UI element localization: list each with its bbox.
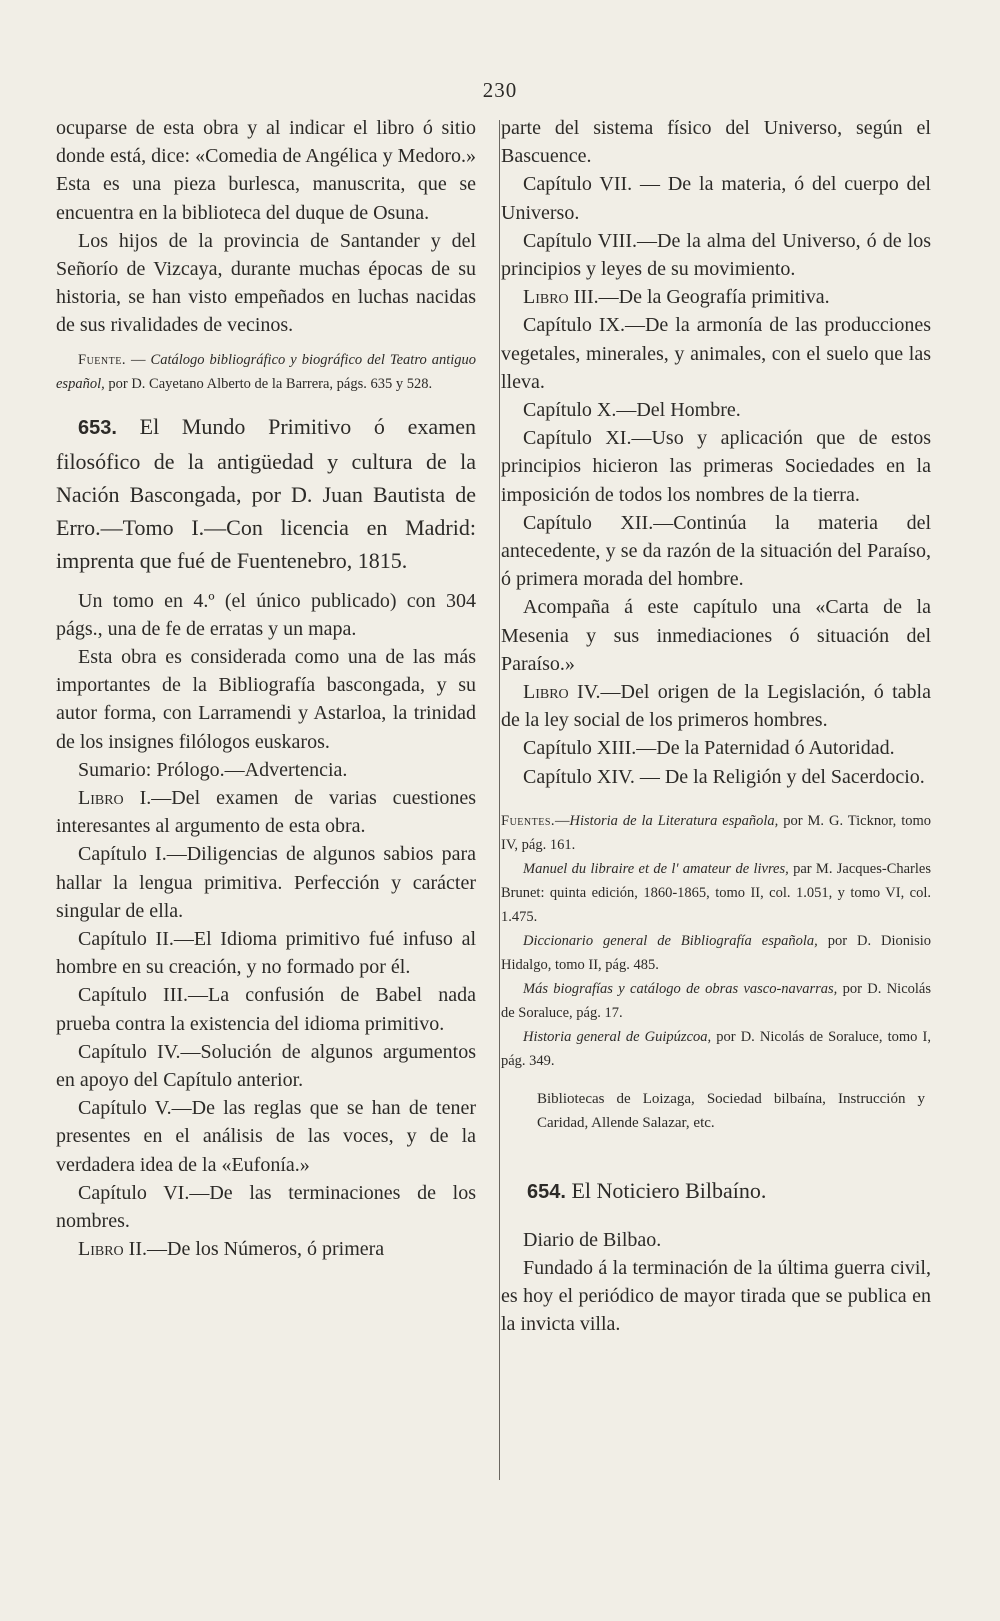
paragraph-carta: Acompaña á este capítulo una «Carta de la Mesenia y sus inmediaciones ó situación del Paraíso.»: [501, 596, 931, 675]
page-number: 230: [482, 78, 518, 102]
paragraph-continuation: ocuparse de esta obra y al indicar el libro ó sitio donde está, dice: «Comedia de Angélica y Medoro.» Esta es una pieza burlesca, manuscrita, que se encuentra en la biblioteca del duque de Osuna.: [56, 117, 476, 224]
entry-654-title: El Noticiero Bilbaíno.: [571, 1177, 767, 1203]
capitulo-10: Capítulo X.—Del Hombre.: [523, 399, 741, 422]
libro-3-text: —De la Geografía primitiva.: [598, 286, 830, 309]
capitulo-2: Capítulo II.—El Idioma primitivo fué infuso al hombre en su creación, y no formado por él.: [56, 928, 476, 979]
source-details: por D. Cayetano Alberto de la Barrera, págs. 635 y 528.: [108, 375, 433, 392]
libro-1-label: Libro I.: [78, 787, 152, 810]
left-column: [56, 114, 476, 1264]
sources-note-5: [501, 1025, 931, 1073]
column-divider: [499, 120, 500, 1480]
libro-4-label: Libro IV.: [523, 681, 601, 704]
paragraph-diario: Diario de Bilbao.: [523, 1228, 662, 1251]
entry-653-title: El Mundo Primitivo ó examen filosófico de la antigüedad y cultura de la Nación Bascongada, por D. Juan Bautista de Erro.—Tomo I.—Con licencia en Madrid: imprenta que fué de Fuentenebro, 1815.: [56, 413, 476, 573]
source-5-title: Historia general de Guipúzcoa,: [523, 1028, 712, 1045]
paragraph-importance: Esta obra es considerada como una de las más importantes de la Bibliografía bascongada, y su autor forma, con Larramendi y Astarloa, la trinidad de los insignes filólogos euskaros.: [56, 646, 476, 753]
source-1-title: Historia de la Literatura española,: [569, 812, 779, 829]
sources-note-3: [501, 929, 931, 977]
libro-1: [56, 784, 476, 840]
source-5-details: por D. Nicolás de Soraluce, tomo I, pág. 349.: [501, 1028, 931, 1069]
libro-2-text: —De los Números, ó primera: [147, 1238, 385, 1261]
entry-653-heading: [56, 410, 476, 577]
source-3-title: Diccionario general de Bibliografía española,: [523, 932, 818, 949]
source-4-title: Más biografías y catálogo de obras vasco-navarras,: [523, 980, 838, 997]
source-2-details: par M. Jacques-Charles Brunet: quinta edición, 1860-1865, tomo II, col. 1.051, y tomo VI, col. 1.475.: [501, 860, 931, 925]
libro-4: [501, 678, 931, 734]
capitulo-11: Capítulo XI.—Uso y aplicación que de estos principios hicieron las primeras Sociedades en la imposición de todos los nombres de la tierra.: [501, 427, 931, 506]
capitulo-5: Capítulo V.—De las reglas que se han de tener presentes en el análisis de las voces, y de la verdadera idea de la «Eufonía.»: [56, 1097, 476, 1176]
sources-note-2: [501, 857, 931, 929]
entry-654-number: 654.: [527, 1180, 566, 1203]
capitulo-8: Capítulo VIII.—De la alma del Universo, ó de los principios y leyes de su movimiento.: [501, 229, 931, 281]
capitulo-1: Capítulo I.—Diligencias de algunos sabios para hallar la lengua primitiva. Perfección y carácter singular de ella.: [56, 843, 476, 922]
source-4-details: por D. Nicolás de Soraluce, pág. 17.: [501, 980, 931, 1021]
paragraph-santander: Los hijos de la provincia de Santander y del Señorío de Vizcaya, durante muchas épocas de su historia, se han visto empeñados en luchas nacidas de sus rivalidades de vecinos.: [56, 229, 476, 337]
libraries-note: Bibliotecas de Loizaga, Sociedad bilbaína, Instrucción y Caridad, Allende Salazar, etc.: [537, 1090, 925, 1131]
entry-653-number: 653.: [78, 416, 117, 439]
sources-note-1: Fuentes.—Historia de la Literatura española, por M. G. Ticknor, tomo IV, pág. 161.: [501, 812, 931, 853]
source-3-details: por D. Dionisio Hidalgo, tomo II, pág. 485.: [501, 932, 932, 973]
right-column: [501, 114, 931, 1339]
capitulo-3: Capítulo III.—La confusión de Babel nada prueba contra la existencia del idioma primitivo.: [56, 984, 476, 1035]
source-title: Catálogo bibliográfico y biográfico del Teatro antiguo español,: [56, 351, 477, 392]
source-label: Fuente.: [78, 351, 126, 368]
paragraph-sumario: Sumario: Prólogo.—Advertencia.: [78, 758, 348, 781]
sources-label: Fuentes.: [501, 812, 556, 829]
capitulo-6: Capítulo VI.—De las terminaciones de los nombres.: [56, 1181, 476, 1233]
source-note: Fuente. — Catálogo bibliográfico y biográfico del Teatro antiguo español, por D. Cayetano Alberto de la Barrera, págs. 635 y 528.: [56, 351, 477, 392]
source-1-details: por M. G. Ticknor, tomo IV, pág. 161.: [501, 812, 931, 853]
capitulo-13: Capítulo XIII.—De la Paternidad ó Autoridad.: [523, 737, 895, 760]
capitulo-4: Capítulo IV.—Solución de algunos argumentos en apoyo del Capítulo anterior.: [56, 1040, 476, 1092]
entry-654-heading: [501, 1175, 931, 1208]
capitulo-12: Capítulo XII.—Continúa la materia del antecedente, y se da razón de la situación del Paraíso, ó primera morada del hombre.: [501, 511, 931, 591]
capitulo-7: Capítulo VII. — De la materia, ó del cuerpo del Universo.: [501, 173, 931, 224]
libro-1-text: —Del examen de varias cuestiones interesantes al argumento de esta obra.: [56, 787, 476, 838]
libro-3: [501, 283, 931, 311]
libro-2-label: Libro II.: [78, 1238, 147, 1261]
libro-3-label: Libro III.: [523, 286, 599, 309]
paragraph-fundado: Fundado á la terminación de la última guerra civil, es hoy el periódico de mayor tirada que se publica en la invicta villa.: [501, 1257, 931, 1336]
libro-4-text: —Del origen de la Legislación, ó tabla de la ley social de los primeros hombres.: [501, 681, 931, 732]
capitulo-9: Capítulo IX.—De la armonía de las producciones vegetales, minerales, y animales, con el suelo que las lleva.: [501, 314, 931, 393]
paragraph-tomo: Un tomo en 4.º (el único publicado) con 304 págs., una de fe de erratas y un mapa.: [56, 589, 476, 640]
sources-note-4: [501, 977, 931, 1025]
source-2-title: Manuel du libraire et de l' amateur de livres,: [523, 860, 789, 877]
paragraph-continuation-right: parte del sistema físico del Universo, según el Bascuence.: [501, 117, 931, 168]
capitulo-14: Capítulo XIV. — De la Religión y del Sacerdocio.: [523, 765, 925, 788]
libro-2: [56, 1235, 476, 1263]
